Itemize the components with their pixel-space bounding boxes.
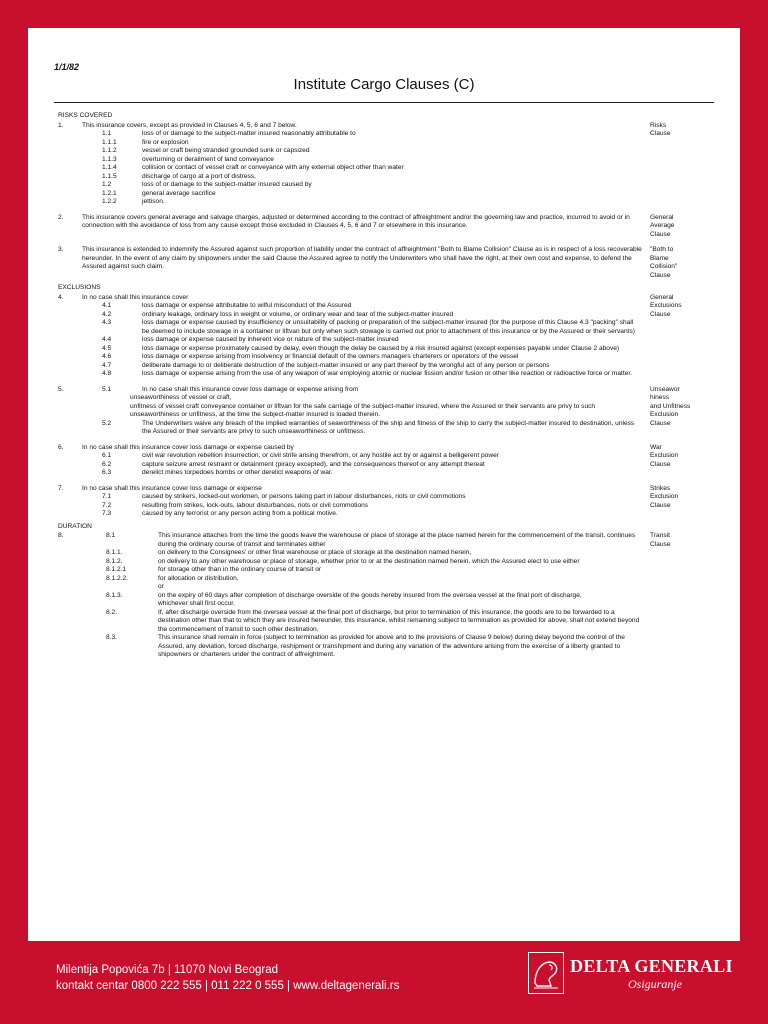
margin-clause-title <box>650 294 710 379</box>
margin-title-line: Clause <box>650 501 671 509</box>
subclause <box>82 362 642 371</box>
document-page <box>28 28 740 941</box>
margin-title-line: Exclusion <box>650 493 679 500</box>
clause-number: 2. <box>58 213 64 221</box>
margin-title-line: Exclusion <box>650 452 679 459</box>
subclause-text: This insurance shall remain in force (subject to termination as provided for above and to the provisions of Clause 9 below) during delay beyond the control of the Assured, any deviation, forced discharge, reshipment or transhipment and during any variation of the adventure arising from the exercise of a liberty granted to shipowners or charterers under the contract of affreightment. <box>158 634 625 658</box>
margin-title-line: Clause <box>650 460 671 468</box>
subclause <box>82 403 642 420</box>
subclause <box>82 583 642 592</box>
subclause-number: 8.1.2.1 <box>106 566 127 573</box>
clause-text: This insurance is extended to indemnify the Assured against such proportion of liability under the contract of affreightment "Both to Blame Collision" Clause as is in respect of a loss recoverable hereunder. In the event of any claim by shipowners under the said Clause the Assured agree to notify the Underwriters who shall have the right, at their own cost and expense, to defend the Assured against such claim. <box>82 246 642 270</box>
subclause-number: 4.2 <box>102 310 112 318</box>
subclause-text: loss damage or expense attributable to wilful misconduct of the Assured <box>142 302 352 309</box>
clause-number: 8. <box>58 532 64 539</box>
clause-text: This insurance covers general average and salvage charges, adjusted or determined according to the contract of affreightment and/or the governing law and practice, incurred to avoid or in connection with the avoidance of loss from any cause except those excluded in Clauses 4, 5, 6 and 7 or elsewhere in this insurance. <box>82 213 630 229</box>
subclause <box>82 190 642 199</box>
subclause-text: on delivery to any other warehouse or place of storage, whether prior to or at the destination named herein, which the Assured elect to use either <box>158 557 580 565</box>
margin-title-line: hiness <box>650 394 670 401</box>
margin-title-line: Transit <box>650 532 670 539</box>
subclause-number: 4.7 <box>102 361 112 369</box>
subclause-text: loss of or damage to the subject-matter insured caused by <box>142 181 312 188</box>
clause-number: 6. <box>58 443 64 451</box>
subclause <box>82 370 642 379</box>
subclause-number: 4.3 <box>102 319 112 326</box>
subclause-text: unfitness of vessel craft conveyance container or liftvan for the safe carriage of the subject-matter insured, where the Assured or their servants are privy to such unseaworthiness or unfitness, at the time the subject-matter insured is loaded therein. <box>130 402 596 418</box>
margin-title-line: Risks <box>650 121 667 129</box>
subclause-text: or <box>158 583 164 590</box>
clause-body <box>82 294 642 379</box>
subclause <box>82 558 642 567</box>
subclause <box>82 173 642 182</box>
subclause-number <box>82 600 158 609</box>
subclause-number: 8.1 <box>106 532 116 539</box>
subclause <box>82 420 642 437</box>
clause-row <box>58 386 710 437</box>
section-heading: DURATION <box>58 522 92 530</box>
clause-text: In no case shall this insurance cover loss damage or expense <box>82 484 262 492</box>
margin-title-line: Exclusion <box>650 411 679 418</box>
brand-subtitle: Osiguranje <box>628 977 682 991</box>
clause-body <box>82 214 642 240</box>
subclause-number: 1.1.3 <box>102 155 117 163</box>
subclause <box>82 319 642 336</box>
subclause <box>82 600 642 609</box>
subclause-text: capture seizure arrest restraint or detainment (piracy excepted), and the consequences thereof or any attempt thereat <box>142 460 485 468</box>
section-heading: RISKS COVERED <box>58 112 113 119</box>
subclause-text: In no case shall this insurance cover loss damage or expense arising from <box>142 385 359 393</box>
margin-title-line: General <box>650 293 674 301</box>
subclause-number: 6.2 <box>102 460 112 468</box>
subclause-number: 4.4 <box>102 336 112 343</box>
margin-title-line: Average <box>650 222 675 229</box>
margin-clause-title <box>650 214 710 240</box>
subclause <box>82 575 642 584</box>
subclause-text: unseaworthiness of vessel or craft, <box>130 394 232 401</box>
clause-number: 5. <box>58 385 64 393</box>
subclause-text: on the expiry of 60 days after completion of discharge overside of the goods hereby insured from the oversea vessel at the final port of discharge, <box>158 591 582 599</box>
brand-name: DELTA GENERALI <box>570 956 733 976</box>
clause-text: This insurance covers, except as provided in Clauses 4, 5, 6 and 7 below. <box>82 121 297 129</box>
subclause-text: loss damage or expense proximately caused by delay, even though the delay be caused by a risk insured against (except expenses payable under Clause 2 above) <box>142 344 620 352</box>
subclause-text: loss damage or expense arising from insolvency or financial default of the owners managers charterers or operators of the vessel <box>142 353 519 360</box>
subclause <box>82 139 642 148</box>
clause-body <box>82 532 642 660</box>
lion-emblem-icon <box>528 952 564 994</box>
subclause-number: 4.6 <box>102 353 112 360</box>
subclause-number: 8.1.1. <box>106 549 123 556</box>
margin-title-line: Clause <box>650 130 671 137</box>
subclause-number: 8.2. <box>106 608 117 616</box>
subclause-number: 7.3 <box>102 510 112 517</box>
subclause-number: 8.1.3. <box>106 591 123 599</box>
subclause-number: 6.3 <box>102 469 112 476</box>
margin-title-line: General <box>650 213 674 221</box>
subclause-text: discharge of cargo at a port of distress, <box>142 172 256 180</box>
subclause <box>82 566 642 575</box>
margin-title-line: Strikes <box>650 484 671 492</box>
margin-clause-title <box>650 386 710 437</box>
margin-title-line: Clause <box>650 230 671 238</box>
clause-body <box>82 246 642 280</box>
clause-body <box>82 386 642 437</box>
subclause <box>82 549 642 558</box>
subclause-text: for allocation or distribution, <box>158 574 239 582</box>
subclause-text: general average sacrifice <box>142 189 216 197</box>
subclause-text: jettison. <box>142 198 165 205</box>
subclause-text: for storage other than in the ordinary course of transit or <box>158 566 322 573</box>
subclause-text: caused by any terrorist or any person acting from a political motive. <box>142 510 338 517</box>
clause-row <box>58 122 710 207</box>
document-date: 1/1/82 <box>54 62 80 72</box>
subclause-text: vessel or craft being stranded grounded sunk or capsized <box>142 147 310 154</box>
subclause <box>82 198 642 207</box>
clause-body <box>82 485 642 519</box>
subclause <box>82 164 642 173</box>
subclause-text: resulting from strikes, lock-outs, labour disturbances, riots or civil commotions <box>142 501 369 509</box>
subclause <box>82 336 642 345</box>
subclause <box>82 634 642 660</box>
footer-address: Milentija Popovića 7b | 11070 Novi Beograd <box>56 964 279 976</box>
subclause-number: 4.5 <box>102 344 112 352</box>
subclause <box>82 130 642 139</box>
clause-number: 3. <box>58 246 64 253</box>
subclause <box>82 502 642 511</box>
clause-row <box>58 444 710 478</box>
subclause <box>82 386 642 395</box>
margin-clause-title <box>650 122 710 207</box>
subclause-number: 1.1.2 <box>102 147 117 154</box>
clause-number: 1. <box>58 121 64 129</box>
subclause <box>82 353 642 362</box>
margin-title-line: Clause <box>650 271 671 279</box>
clause-body <box>82 444 642 478</box>
margin-clause-title <box>650 485 710 519</box>
subclause <box>82 311 642 320</box>
subclause <box>82 469 642 478</box>
clause-row <box>58 246 710 280</box>
margin-title-line: Blame <box>650 254 669 262</box>
delta-generali-logo <box>528 952 733 996</box>
subclause-text: derelict mines torpedoes bombs or other derelict weapons of war. <box>142 469 333 476</box>
margin-clause-title <box>650 246 710 280</box>
subclause <box>82 510 642 519</box>
margin-title-line: Clause <box>650 540 671 548</box>
title-rule <box>54 102 714 103</box>
margin-clause-title <box>650 532 710 660</box>
footer-contact <box>56 962 399 994</box>
subclause-text: loss damage or expense arising from the use of any weapon of war employing atomic or nuclear fission and/or fusion or other like reaction or radioactive force or matter. <box>142 370 633 377</box>
document-title: Institute Cargo Clauses (C) <box>293 76 475 93</box>
footer-phone-web: kontakt centar 0800 222 555 | 011 222 0 555 | www.deltagenerali.rs <box>56 980 400 992</box>
subclause <box>82 181 642 190</box>
margin-title-line: Exclusions <box>650 302 682 309</box>
subclause-text: collision or contact of vessel craft or conveyance with any external object other than water <box>142 164 404 171</box>
clause-number: 4. <box>58 293 64 301</box>
subclause-number: 1.1.4 <box>102 164 117 171</box>
clause-number: 7. <box>58 484 64 492</box>
subclause <box>82 493 642 502</box>
subclause <box>82 461 642 470</box>
subclause-text: deliberate damage to or deliberate destruction of the subject-matter insured or any part thereof by the wrongful act of any person or persons <box>142 361 550 369</box>
subclause-number: 4.8 <box>102 370 112 377</box>
clause-text: In no case shall this insurance cover <box>82 293 189 301</box>
subclause <box>82 532 642 549</box>
subclause-number: 1.2 <box>102 181 112 188</box>
subclause-text: This insurance attaches from the time the goods leave the warehouse or place of storage at the place named herein for the commencement of the transit, continues during the ordinary course of transit and terminates either <box>158 532 636 548</box>
subclause-number: 1.1 <box>102 130 112 137</box>
margin-title-line: Collision" <box>650 263 678 270</box>
margin-clause-title <box>650 444 710 478</box>
subclause-text: fire or explosion <box>142 138 189 146</box>
subclause <box>82 592 642 601</box>
subclause <box>82 345 642 354</box>
subclause-number: 7.2 <box>102 501 112 509</box>
section-heading: EXCLUSIONS <box>58 284 101 291</box>
clause-body <box>82 122 642 207</box>
subclause <box>82 609 642 635</box>
clause-row <box>58 294 710 379</box>
subclause-number: 1.2.1 <box>102 189 117 197</box>
margin-title-line: Clause <box>650 310 671 318</box>
subclause <box>82 452 642 461</box>
margin-title-line: "Both to <box>650 246 674 253</box>
subclause-number: 8.1.2.2. <box>106 574 128 582</box>
margin-title-line: Clause <box>650 419 671 427</box>
subclause-text: If, after discharge overside from the oversea vessel at the final port of discharge, but prior to termination of this insurance, the goods are to be forwarded to a destination other than that to which they are insured hereunder, this insurance, whilst remaining subject to termination as provided for above, shall not extend beyond the commencement of transit to such other destination. <box>158 608 640 633</box>
subclause-text: caused by strikers, locked-out workmen, or persons taking part in labour disturbances, riots or civil commotions <box>142 493 466 500</box>
subclause-number: 5.2 <box>102 419 112 427</box>
subclause-text: ordinary leakage, ordinary loss in weight or volume, or ordinary wear and tear of the subject-matter insured <box>142 310 454 318</box>
subclause-text: civil war revolution rebellion insurrection, or civil strife arising therefrom, or any hostile act by or against a belligerent power <box>142 452 499 459</box>
clause-row <box>58 532 710 660</box>
subclause-number: 8.1.2. <box>106 557 123 565</box>
margin-title-line: War <box>650 443 662 451</box>
margin-title-line: Unseawor <box>650 385 680 393</box>
subclause-text: overturning or derailment of land conveyance <box>142 155 274 163</box>
subclause-text: loss damage or expense caused by inherent vice or nature of the subject-matter insured <box>142 336 399 343</box>
subclause-number: 7.1 <box>102 493 112 500</box>
subclause <box>82 302 642 311</box>
subclause-text: on delivery to the Consignees' or other final warehouse or place of storage at the destination named herein, <box>158 549 472 556</box>
subclause-number <box>82 583 158 592</box>
subclause-number: 8.3. <box>106 634 117 641</box>
document-body <box>58 112 710 660</box>
subclause-text: loss damage or expense caused by insufficiency or unsuitability of packing or preparation of the subject-matter insured (for the purpose of this Clause 4.3 "packing" shall be deemed to include stowage in a container or liftvan but only when such stowage is carried out prior to attachment of this insurance or by the Assured or their servants) <box>142 319 635 335</box>
subclause-number: 1.1.1 <box>102 138 117 146</box>
subclause-number: 5.1 <box>102 385 112 393</box>
subclause-number: 1.1.5 <box>102 172 117 180</box>
subclause <box>82 156 642 165</box>
subclause-text: The Underwriters waive any breach of the implied warranties of seaworthiness of the ship and fitness of the ship to carry the subject-matter insured to destination, unless the Assured or their servants are privy to such unseaworthiness or unfitness. <box>142 419 635 435</box>
subclause-number: 4.1 <box>102 302 112 309</box>
clause-row <box>58 214 710 240</box>
subclause <box>82 147 642 156</box>
subclause-text: loss of or damage to the subject-matter insured reasonably attributable to <box>142 130 356 137</box>
clause-text: In no case shall this insurance cover loss damage or expense caused by <box>82 443 294 451</box>
subclause <box>82 394 642 403</box>
clause-row <box>58 485 710 519</box>
subclause-number: 1.2.2 <box>102 198 117 205</box>
margin-title-line: and Unfitness <box>650 402 691 410</box>
subclause-number: 6.1 <box>102 452 112 459</box>
subclause-text: whichever shall first occur. <box>158 600 235 607</box>
